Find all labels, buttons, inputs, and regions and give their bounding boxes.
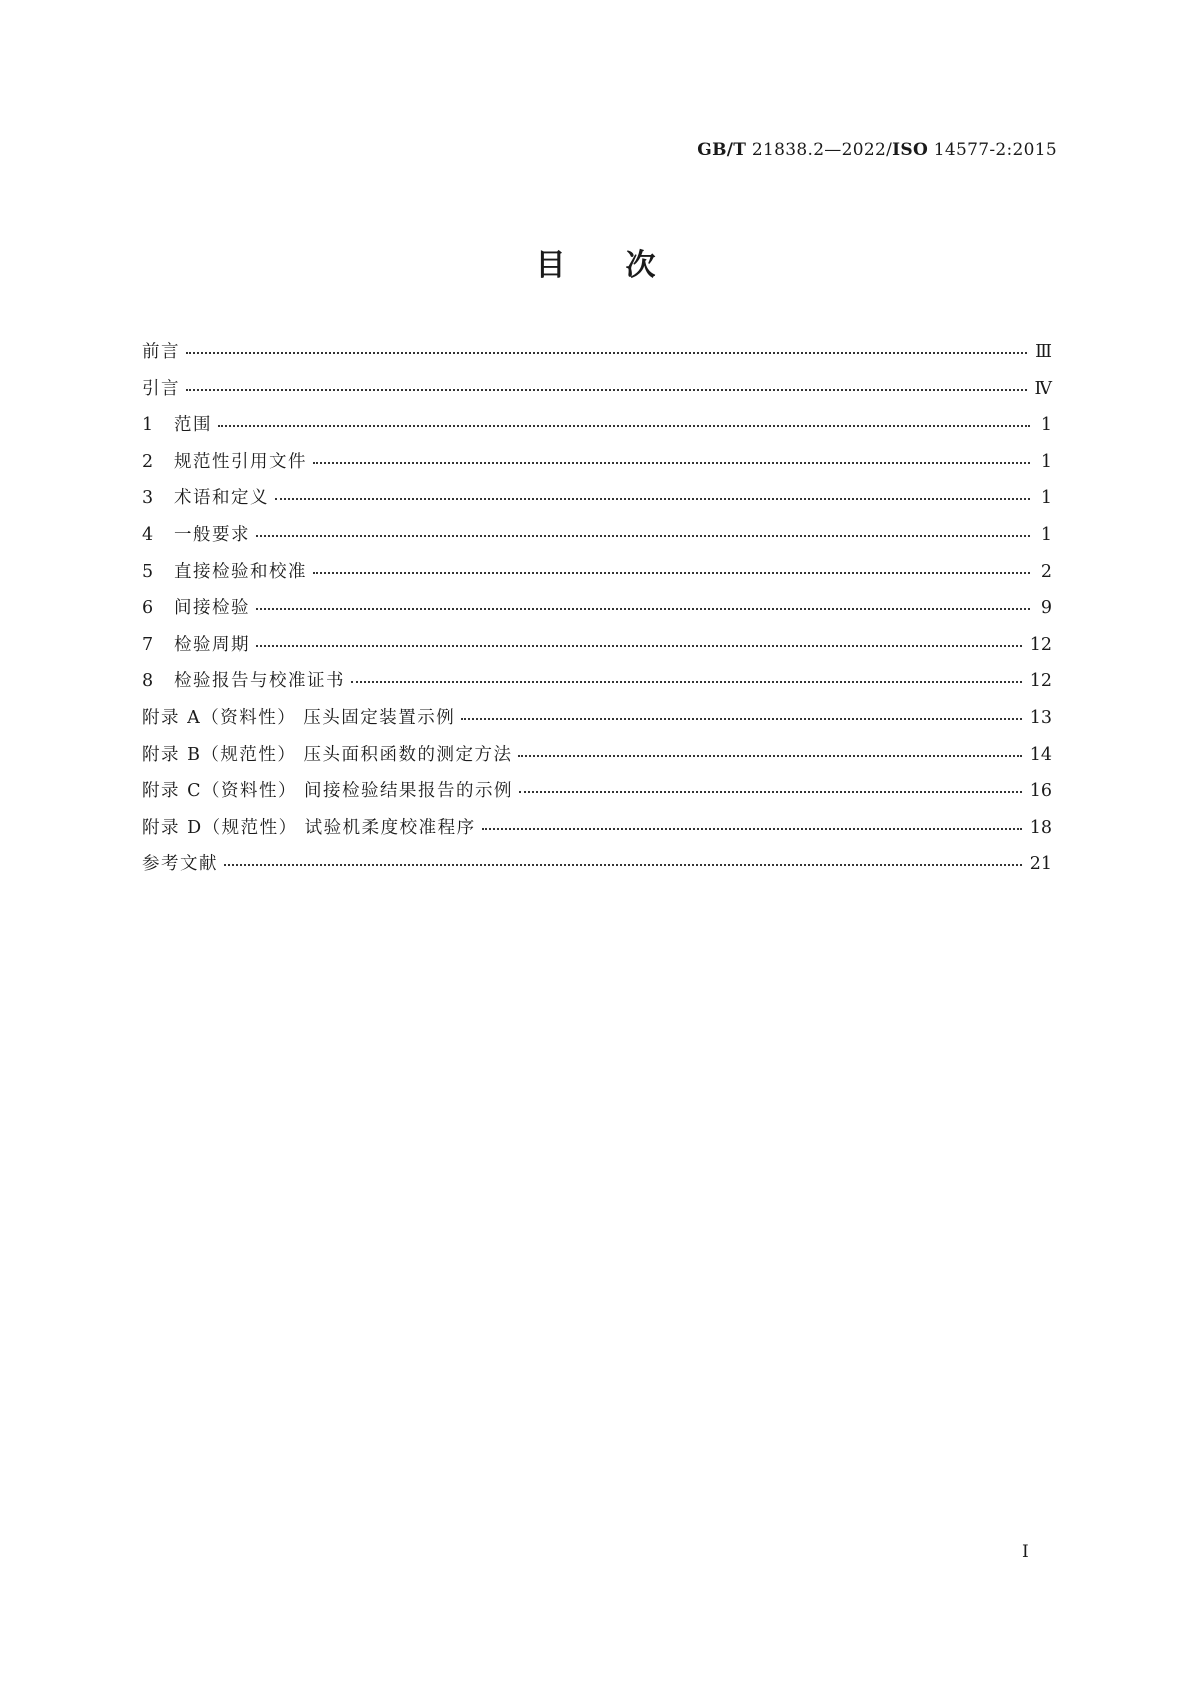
toc-entry-label: 直接检验和校准 <box>174 561 307 582</box>
toc-entry[interactable] <box>142 484 1052 521</box>
document-code-number: 21838.2—2022/ <box>746 140 893 160</box>
toc-entry-label: 前言 <box>142 342 180 362</box>
toc-entry[interactable] <box>142 521 1052 558</box>
toc-entry-page: 2 <box>1040 561 1052 582</box>
toc-entry[interactable] <box>142 704 1052 741</box>
toc-entry-label: 一般要求 <box>174 524 250 545</box>
toc-entry-number: 6 <box>142 598 154 619</box>
toc-dot-leader <box>186 340 1027 358</box>
toc-entry-number: 1 <box>142 415 154 436</box>
toc-entry-label: 间接检验 <box>174 598 250 619</box>
toc-dot-leader <box>275 486 1030 504</box>
document-code-iso-number: 14577-2:2015 <box>928 140 1057 160</box>
toc-dot-leader <box>186 376 1027 394</box>
toc-entry-number: 8 <box>142 671 154 692</box>
toc-entry[interactable] <box>142 741 1052 778</box>
toc-entry-page: 14 <box>1029 744 1052 765</box>
toc-entry[interactable] <box>142 448 1052 485</box>
toc-entry[interactable] <box>142 338 1052 375</box>
toc-entry-page: 12 <box>1029 634 1052 655</box>
toc-entry-page: Ⅲ <box>1035 342 1052 362</box>
toc-entry-label: 术语和定义 <box>174 488 269 509</box>
toc-entry-number: 7 <box>142 634 154 655</box>
toc-entry[interactable] <box>142 558 1052 595</box>
toc-entry-page: 1 <box>1040 451 1052 472</box>
toc-dot-leader <box>351 669 1022 687</box>
toc-entry-label: 参考文献 <box>142 854 218 875</box>
page-title <box>0 240 1191 284</box>
toc-entry-page: 1 <box>1040 488 1052 509</box>
toc-entry-page: 1 <box>1040 524 1052 545</box>
toc-entry-page: 1 <box>1040 415 1052 436</box>
toc-entry[interactable] <box>142 594 1052 631</box>
toc-dot-leader <box>461 705 1021 723</box>
toc-entry-number: 4 <box>142 524 154 545</box>
toc-entry-number: 2 <box>142 451 154 472</box>
toc-entry-label: 范围 <box>174 415 212 436</box>
toc-dot-leader <box>518 742 1021 760</box>
toc-entry-label: 检验报告与校准证书 <box>174 671 345 692</box>
toc-dot-leader <box>482 815 1022 833</box>
toc-entry-page: 21 <box>1029 854 1052 875</box>
toc-entry[interactable] <box>142 850 1052 887</box>
document-code-gbt: GB/T <box>697 140 747 160</box>
toc-dot-leader <box>313 559 1030 577</box>
toc-entry-page: 9 <box>1040 598 1052 619</box>
toc-dot-leader <box>519 779 1022 797</box>
toc-entry[interactable] <box>142 814 1052 851</box>
page-title-char-2: 次 <box>625 248 656 283</box>
toc-dot-leader <box>224 852 1022 870</box>
document-code <box>697 140 1057 160</box>
toc-dot-leader <box>256 522 1030 540</box>
table-of-contents <box>142 338 1052 887</box>
toc-entry[interactable] <box>142 411 1052 448</box>
page-number: Ⅰ <box>1022 1542 1029 1562</box>
toc-entry[interactable] <box>142 631 1052 668</box>
toc-entry-number: 5 <box>142 561 154 582</box>
toc-entry[interactable] <box>142 375 1052 412</box>
toc-entry-page: Ⅳ <box>1034 378 1052 399</box>
page-title-char-1: 目 <box>535 248 566 283</box>
toc-entry-label: 规范性引用文件 <box>174 451 307 472</box>
toc-entry-label: 附录 A（资料性） 压头固定装置示例 <box>142 707 456 728</box>
toc-entry-label: 检验周期 <box>174 634 250 655</box>
toc-entry-label: 附录 D（规范性） 试验机柔度校准程序 <box>142 817 476 838</box>
toc-entry-page: 12 <box>1029 671 1052 692</box>
toc-dot-leader <box>256 596 1030 614</box>
toc-entry-page: 18 <box>1029 817 1052 838</box>
toc-entry-number: 3 <box>142 488 154 509</box>
toc-entry-label: 附录 B（规范性） 压头面积函数的测定方法 <box>142 744 513 765</box>
toc-entry[interactable] <box>142 777 1052 814</box>
document-code-iso: ISO <box>892 140 929 160</box>
toc-entry-page: 16 <box>1029 781 1052 802</box>
toc-entry[interactable] <box>142 667 1052 704</box>
toc-dot-leader <box>313 449 1030 467</box>
toc-entry-page: 13 <box>1029 707 1052 728</box>
toc-entry-label: 引言 <box>142 378 180 399</box>
toc-dot-leader <box>218 413 1030 431</box>
toc-entry-label: 附录 C（资料性） 间接检验结果报告的示例 <box>142 781 514 802</box>
toc-dot-leader <box>256 632 1022 650</box>
